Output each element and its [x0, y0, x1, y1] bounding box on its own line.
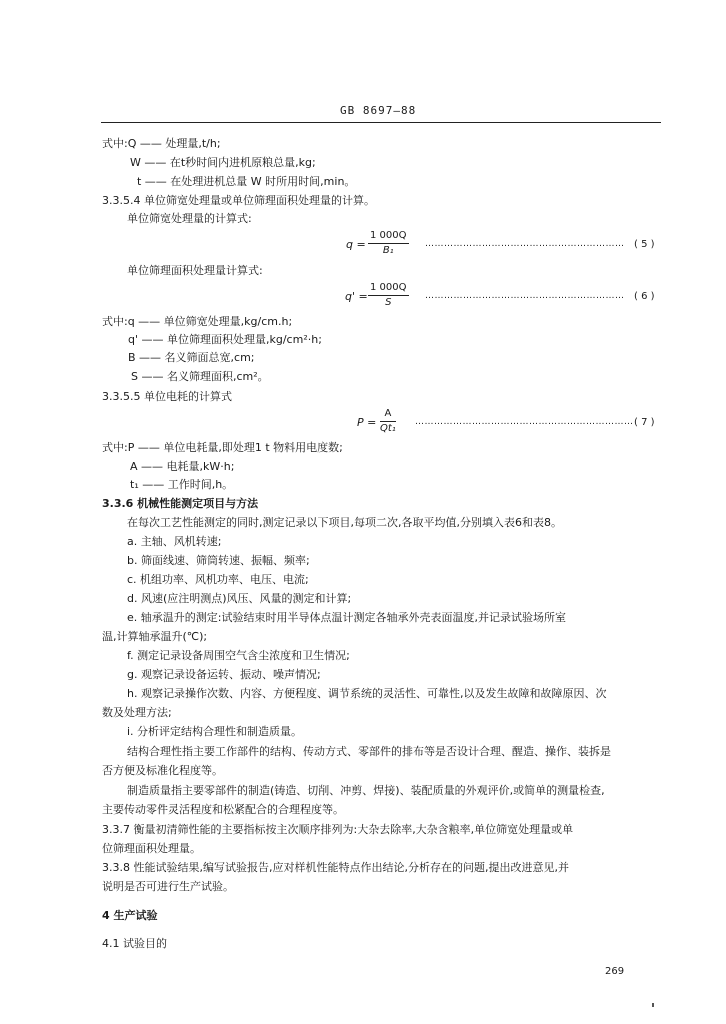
formula-5-lhs: q =: [346, 238, 366, 251]
formula-6-denominator: S: [385, 297, 392, 308]
formula-5-denominator: B₁: [382, 245, 394, 256]
page-number: 269: [605, 966, 625, 977]
leader-dots: ……………………………………………………………: [415, 417, 634, 427]
text-line: 单位筛宽处理量的计算式:: [127, 212, 252, 225]
list-item: c. 机组功率、风机功率、电压、电流;: [127, 573, 309, 586]
section-heading: 3.3.5.5 单位电耗的计算式: [102, 390, 232, 403]
chapter-heading: 4 生产试验: [102, 909, 158, 922]
list-item: a. 主轴、风机转速;: [127, 535, 222, 548]
text-line: 结构合理性指主要工作部件的结构、传动方式、零部件的排布等是否设计合理、醒造、操作、装拆是: [127, 745, 611, 758]
formula-6-lhs: q' =: [345, 290, 368, 303]
list-item: e. 轴承温升的测定:试验结束时用半导体点温计测定各轴承外壳表面温度,并记录试验场所室: [127, 611, 566, 624]
formula-7-numerator: A: [384, 408, 392, 419]
leader-dots: ………………………………………………………: [425, 291, 625, 301]
section-heading: 3.3.7 衡量初清筛性能的主要指标按主次顺序排列为:大杂去除率,大杂含粮率,单位筛宽处理量或单: [102, 823, 574, 836]
formula-5-numerator: 1 000Q: [370, 230, 407, 241]
text-line: 数及处理方法;: [102, 706, 172, 719]
header-rule: [101, 122, 661, 123]
section-heading: 3.3.5.4 单位筛宽处理量或单位筛理面积处理量的计算。: [102, 194, 375, 207]
text-line: 说明是否可进行生产试验。: [102, 880, 234, 893]
list-item: i. 分析评定结构合理性和制造质量。: [127, 725, 303, 738]
text-line: 式中:q —— 单位筛宽处理量,kg/cm.h;: [102, 315, 293, 328]
text-line: B —— 名义筛面总宽,cm;: [128, 351, 255, 364]
equation-number-7: ( 7 ): [634, 417, 655, 428]
text-line: 式中:Q —— 处理量,t/h;: [102, 137, 221, 150]
text-line: S —— 名义筛理面积,cm²。: [131, 370, 269, 383]
text-line: 制造质量指主要零部件的制造(铸造、切削、冲剪、焊接)、装配质量的外观评价,或简单的测量检查,: [127, 784, 605, 797]
fraction-bar: [380, 421, 396, 422]
equation-number-6: ( 6 ): [634, 291, 655, 302]
text-line: t —— 在处理进机总量 W 时所用时间,min。: [137, 175, 356, 188]
formula-6-numerator: 1 000Q: [370, 282, 407, 293]
text-line: 单位筛理面积处理量计算式:: [127, 264, 263, 277]
list-item: g. 观察记录设备运转、振动、噪声情况;: [127, 668, 321, 681]
equation-number-5: ( 5 ): [634, 239, 655, 250]
section-heading: 3.3.8 性能试验结果,编写试验报告,应对样机性能特点作出结论,分析存在的问题,提出改进意见,并: [102, 861, 569, 874]
formula-5-fraction: [368, 231, 409, 256]
list-item: b. 筛面线速、筛筒转速、振幅、频率;: [127, 554, 310, 567]
formula-7-denominator: Qt₁: [380, 423, 396, 434]
formula-7-fraction: [380, 409, 396, 434]
text-line: A —— 电耗量,kW·h;: [130, 460, 235, 473]
fraction-bar: [368, 243, 409, 244]
text-line: t₁ —— 工作时间,h。: [130, 478, 234, 491]
list-item: d. 风速(应注明测点)风压、风量的测定和计算;: [127, 592, 352, 605]
standard-code-header: GB 8697—88: [340, 104, 417, 117]
text-line: 式中:P —— 单位电耗量,即处理1 t 物料用电度数;: [102, 441, 343, 454]
scan-mark: [652, 1003, 654, 1007]
text-line: 位筛理面积处理量。: [102, 842, 201, 855]
section-heading: 3.3.6 机械性能测定项目与方法: [102, 497, 259, 510]
leader-dots: ………………………………………………………: [425, 239, 625, 249]
formula-7-lhs: P =: [357, 416, 377, 429]
list-item: h. 观察记录操作次数、内容、方便程度、调节系统的灵活性、可靠性,以及发生故障和故障原因、次: [127, 687, 607, 700]
section-heading: 4.1 试验目的: [102, 937, 167, 950]
text-line: 否方便及标准化程度等。: [102, 764, 223, 777]
text-line: 主要传动零件灵活程度和松紧配合的合理程度等。: [102, 803, 344, 816]
text-line: W —— 在t秒时间内进机原粮总量,kg;: [130, 156, 316, 169]
text-line: q' —— 单位筛理面积处理量,kg/cm²·h;: [128, 333, 322, 346]
text-line: 温,计算轴承温升(℃);: [102, 630, 208, 643]
formula-6-fraction: [368, 283, 409, 308]
fraction-bar: [368, 295, 409, 296]
text-line: 在每次工艺性能测定的同时,测定记录以下项目,每项二次,各取平均值,分别填入表6和表8。: [127, 516, 562, 529]
list-item: f. 测定记录设备周围空气含尘浓度和卫生情况;: [127, 649, 350, 662]
